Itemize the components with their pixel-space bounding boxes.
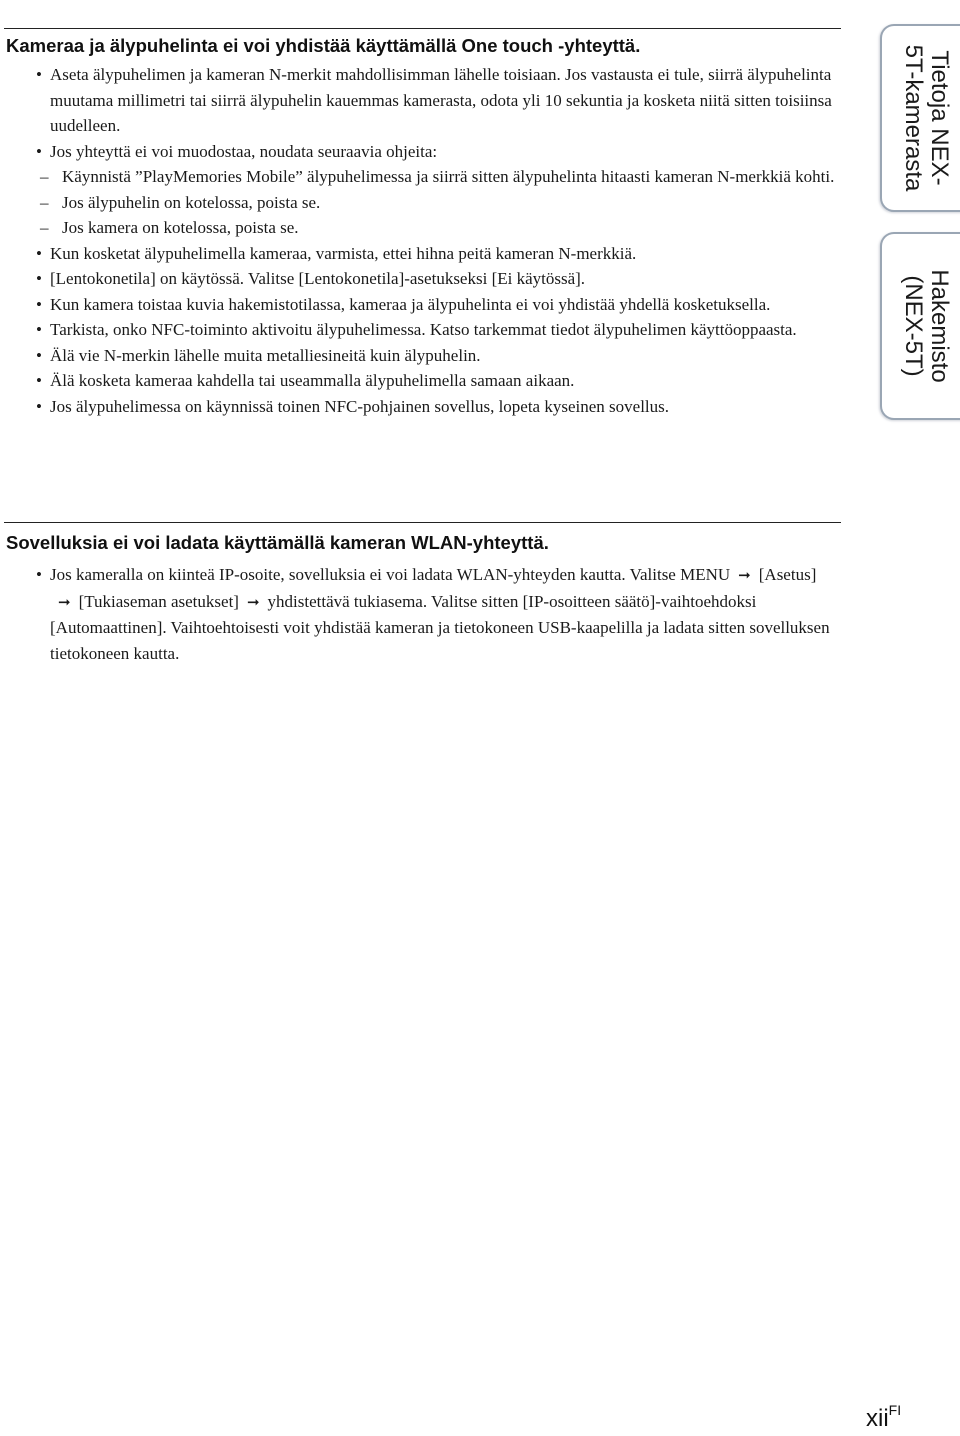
bullet-mark: • [36,320,42,339]
list-item: • Jos kameralla on kiinteä IP-osoite, sovelluksia ei voi ladata WLAN-yhteyden kautta. Valitse MENU ➞ [Asetus]➞ [Tukiaseman asetukset] ➞ yhdistettävä tukiasema. Valitse sitten [IP-osoitteen säätö]-vaihtoehdoksi [Automaattinen]. Vaihtoehtoisesti voit yhdistää kameran ja tietokoneen USB-kaapelilla ja ladata sitten sovelluksen tietokoneen kautta. [0,562,840,666]
list-item: • Kun kamera toistaa kuvia hakemistotilassa, kameraa ja älypuhelinta ei voi yhdistää yhdellä kosketuksella. [0,292,840,318]
section-heading-wlan: Sovelluksia ei voi ladata käyttämällä kameran WLAN-yhteyttä. [6,532,549,553]
list-item: • Älä vie N-merkin lähelle muita metalliesineitä kuin älypuhelin. [0,343,840,369]
bullet-mark: • [36,243,42,263]
dash-mark: – [40,167,49,186]
bullet-mark: • [36,294,42,314]
section-heading-nfc: Kameraa ja älypuhelinta ei voi yhdistää käyttämällä One touch -yhteyttä. [6,35,641,56]
list-item: • Kun kosketat älypuhelimella kameraa, varmista, ettei hihna peitä kameran N-merkkiä. [0,241,840,267]
section-rule-top [4,28,841,29]
dash-mark: – [40,192,49,212]
list-item: • [Lentokonetila] on käytössä. Valitse [Lentokonetila]-asetukseksi [Ei käytössä]. [0,266,840,292]
nfc-troubleshooting-list [0,62,840,419]
list-item: • Älä kosketa kameraa kahdella tai useammalla älypuhelimella samaan aikaan. [0,368,840,394]
bullet-mark: • [36,65,42,84]
list-subitem: – Jos kamera on kotelossa, poista se. [0,215,840,241]
arrow-right-icon: ➞ [58,592,71,611]
arrow-right-icon: ➞ [738,566,751,584]
list-subitem: – Käynnistä ”PlayMemories Mobile” älypuhelimessa ja siirrä sitten älypuhelinta hitaasti kameran N-merkkiä kohti. [0,164,840,190]
wlan-troubleshooting-list [0,562,840,666]
page-number: xii$^{FI}$ [866,1402,902,1432]
side-tab-index[interactable] [880,232,960,420]
bullet-mark: • [36,345,42,365]
list-item: • Jos älypuhelimessa on käynnissä toinen NFC-pohjainen sovellus, lopeta kyseinen sovellus. [0,394,840,420]
list-item: • Tarkista, onko NFC-toiminto aktivoitu älypuhelimessa. Katso tarkemmat tiedot älypuhelimen käyttöoppaasta. [0,317,840,343]
bullet-mark: • [36,565,42,584]
list-subitem: – Jos älypuhelin on kotelossa, poista se. [0,190,840,216]
side-tab-label: Tietoja NEX- 5T-kamerasta [900,44,953,192]
list-item: • Aseta älypuhelimen ja kameran N-merkit mahdollisimman lähelle toisiaan. Jos vastausta ei tule, siirrä älypuhelinta muutama millimetri tai siirrä älypuhelin kauemmas kamerasta, odota yli 10 sekuntia ja kosketa niitä sitten toisiinsa uudelleen. [0,62,840,139]
side-tab-camera-info[interactable] [880,24,960,212]
bullet-mark: • [36,371,42,390]
bullet-mark: • [36,269,42,288]
section-rule-middle [4,522,841,523]
arrow-right-icon: ➞ [246,592,260,611]
dash-mark: – [40,218,49,237]
bullet-mark: • [36,396,42,416]
side-tab-label: Hakemisto (NEX-5T) [900,269,953,383]
list-item: • Jos yhteyttä ei voi muodostaa, noudata seuraavia ohjeita: [0,139,840,165]
bullet-mark: • [36,141,42,161]
